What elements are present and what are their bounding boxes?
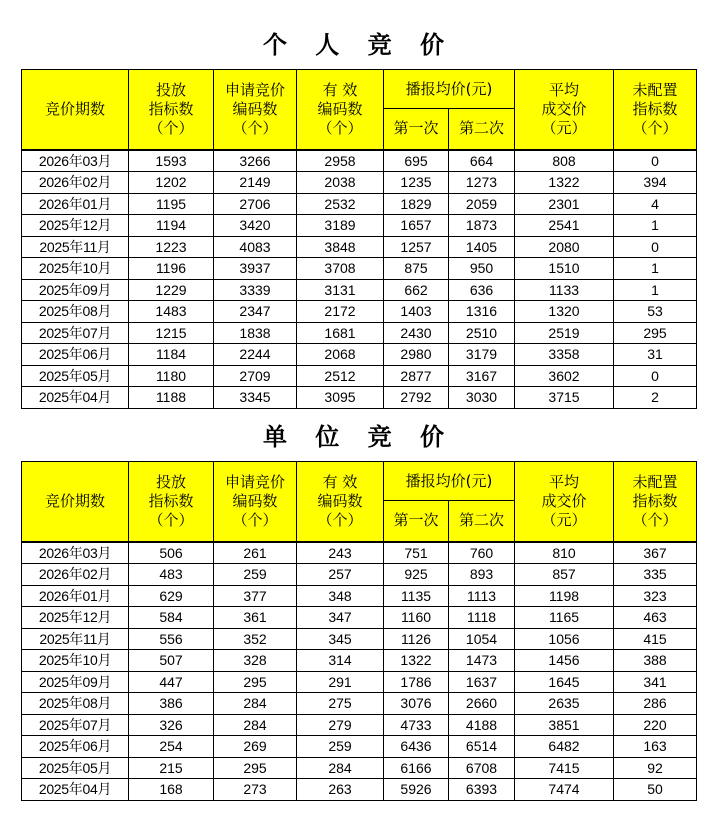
individual-bidding-table	[21, 69, 697, 409]
cell-second-price: 6708	[449, 757, 515, 779]
cell-second-price: 6393	[449, 779, 515, 801]
cell-second-price: 3030	[449, 387, 515, 409]
header-line: （个）	[317, 118, 363, 137]
header-line: 编码数	[317, 491, 363, 510]
cell-quota: 1593	[129, 150, 214, 172]
cell-period: 2025年04月	[22, 387, 129, 409]
cell-applied-codes: 284	[214, 714, 297, 736]
cell-second-price: 4188	[449, 714, 515, 736]
cell-second-price: 1316	[449, 301, 515, 323]
cell-valid-codes: 345	[297, 628, 384, 650]
cell-period: 2025年11月	[22, 236, 129, 258]
cell-valid-codes: 347	[297, 607, 384, 629]
cell-first-price: 5926	[384, 779, 449, 801]
header-line: 平均	[548, 80, 579, 99]
cell-first-price: 695	[384, 150, 449, 172]
cell-second-price: 2510	[449, 322, 515, 344]
cell-applied-codes: 269	[214, 736, 297, 758]
cell-second-price: 1473	[449, 650, 515, 672]
cell-unallocated: 92	[614, 757, 697, 779]
cell-second-price: 1405	[449, 236, 515, 258]
header-line: 编码数	[232, 491, 278, 510]
cell-valid-codes: 3708	[297, 258, 384, 280]
table-row	[22, 301, 697, 323]
header-first-round: 第一次	[384, 501, 449, 542]
cell-avg-price: 1198	[515, 585, 614, 607]
cell-quota: 1194	[129, 215, 214, 237]
cell-applied-codes: 3420	[214, 215, 297, 237]
header-valid-codes	[297, 70, 384, 150]
cell-applied-codes: 284	[214, 693, 297, 715]
cell-unallocated: 367	[614, 542, 697, 564]
cell-avg-price: 3358	[515, 344, 614, 366]
cell-valid-codes: 275	[297, 693, 384, 715]
cell-valid-codes: 3189	[297, 215, 384, 237]
table-row	[22, 387, 697, 409]
cell-second-price: 1118	[449, 607, 515, 629]
header-applied-codes	[214, 70, 297, 150]
cell-valid-codes: 291	[297, 671, 384, 693]
table-row	[22, 779, 697, 801]
cell-unallocated: 394	[614, 172, 697, 194]
cell-applied-codes: 259	[214, 564, 297, 586]
cell-valid-codes: 3095	[297, 387, 384, 409]
cell-unallocated: 415	[614, 628, 697, 650]
cell-unallocated: 0	[614, 365, 697, 387]
cell-first-price: 751	[384, 542, 449, 564]
cell-second-price: 1113	[449, 585, 515, 607]
cell-quota: 386	[129, 693, 214, 715]
cell-period: 2025年05月	[22, 365, 129, 387]
cell-period: 2025年12月	[22, 215, 129, 237]
cell-valid-codes: 279	[297, 714, 384, 736]
header-line: 平均	[548, 472, 579, 491]
cell-applied-codes: 3339	[214, 279, 297, 301]
cell-avg-price: 1056	[515, 628, 614, 650]
cell-period: 2025年07月	[22, 714, 129, 736]
header-broadcast-price: 播报均价(元)	[384, 70, 515, 109]
header-line: （个）	[632, 118, 678, 137]
cell-applied-codes: 3937	[214, 258, 297, 280]
cell-avg-price: 7415	[515, 757, 614, 779]
cell-period: 2025年06月	[22, 344, 129, 366]
cell-quota: 1229	[129, 279, 214, 301]
company-bidding-title: 单 位 竞 价	[262, 422, 455, 451]
cell-applied-codes: 295	[214, 671, 297, 693]
cell-quota: 507	[129, 650, 214, 672]
table-row	[22, 258, 697, 280]
cell-valid-codes: 2532	[297, 193, 384, 215]
cell-first-price: 1126	[384, 628, 449, 650]
header-second-round: 第二次	[449, 109, 515, 150]
cell-applied-codes: 3266	[214, 150, 297, 172]
table-row	[22, 322, 697, 344]
cell-unallocated: 335	[614, 564, 697, 586]
cell-valid-codes: 314	[297, 650, 384, 672]
cell-first-price: 1657	[384, 215, 449, 237]
cell-unallocated: 323	[614, 585, 697, 607]
cell-applied-codes: 328	[214, 650, 297, 672]
cell-first-price: 1322	[384, 650, 449, 672]
cell-valid-codes: 2068	[297, 344, 384, 366]
individual-bidding-title: 个 人 竞 价	[262, 30, 455, 59]
header-line: 有 效	[322, 80, 358, 99]
header-applied-codes	[214, 462, 297, 542]
header-line: （个）	[148, 510, 194, 529]
cell-valid-codes: 3848	[297, 236, 384, 258]
cell-avg-price: 3851	[515, 714, 614, 736]
cell-unallocated: 388	[614, 650, 697, 672]
table-row	[22, 757, 697, 779]
cell-valid-codes: 348	[297, 585, 384, 607]
cell-quota: 1215	[129, 322, 214, 344]
cell-period: 2025年12月	[22, 607, 129, 629]
header-quota	[129, 70, 214, 150]
cell-unallocated: 341	[614, 671, 697, 693]
table-row	[22, 344, 697, 366]
cell-unallocated: 53	[614, 301, 697, 323]
header-line: 成交价	[541, 99, 587, 118]
header-line: 编码数	[232, 99, 278, 118]
cell-applied-codes: 352	[214, 628, 297, 650]
cell-unallocated: 1	[614, 215, 697, 237]
header-line: 未配置	[632, 80, 678, 99]
cell-applied-codes: 2347	[214, 301, 297, 323]
cell-avg-price: 2080	[515, 236, 614, 258]
header-line: 申请竞价	[224, 472, 285, 491]
cell-period: 2026年02月	[22, 564, 129, 586]
cell-second-price: 664	[449, 150, 515, 172]
cell-avg-price: 2635	[515, 693, 614, 715]
cell-quota: 1196	[129, 258, 214, 280]
cell-avg-price: 2541	[515, 215, 614, 237]
cell-first-price: 1235	[384, 172, 449, 194]
cell-period: 2025年07月	[22, 322, 129, 344]
cell-valid-codes: 257	[297, 564, 384, 586]
table-row	[22, 172, 697, 194]
cell-avg-price: 810	[515, 542, 614, 564]
table-row	[22, 564, 697, 586]
cell-second-price: 1273	[449, 172, 515, 194]
cell-applied-codes: 4083	[214, 236, 297, 258]
header-line: 成交价	[541, 491, 587, 510]
cell-first-price: 925	[384, 564, 449, 586]
cell-first-price: 875	[384, 258, 449, 280]
cell-first-price: 662	[384, 279, 449, 301]
cell-unallocated: 50	[614, 779, 697, 801]
table-row	[22, 650, 697, 672]
header-line: 投放	[155, 472, 186, 491]
header-first-round: 第一次	[384, 109, 449, 150]
cell-quota: 506	[129, 542, 214, 564]
cell-unallocated: 0	[614, 236, 697, 258]
cell-applied-codes: 273	[214, 779, 297, 801]
table-row	[22, 150, 697, 172]
cell-quota: 215	[129, 757, 214, 779]
cell-applied-codes: 261	[214, 542, 297, 564]
cell-second-price: 950	[449, 258, 515, 280]
cell-first-price: 1160	[384, 607, 449, 629]
cell-second-price: 893	[449, 564, 515, 586]
cell-quota: 1184	[129, 344, 214, 366]
cell-unallocated: 4	[614, 193, 697, 215]
cell-valid-codes: 263	[297, 779, 384, 801]
cell-unallocated: 220	[614, 714, 697, 736]
cell-first-price: 2430	[384, 322, 449, 344]
cell-first-price: 2877	[384, 365, 449, 387]
cell-quota: 483	[129, 564, 214, 586]
cell-period: 2026年03月	[22, 542, 129, 564]
cell-second-price: 6514	[449, 736, 515, 758]
cell-quota: 1223	[129, 236, 214, 258]
cell-quota: 1195	[129, 193, 214, 215]
cell-valid-codes: 2172	[297, 301, 384, 323]
header-quota	[129, 462, 214, 542]
header-line: （个）	[232, 510, 278, 529]
header-unallocated	[614, 462, 697, 542]
table-row	[22, 585, 697, 607]
cell-valid-codes: 2038	[297, 172, 384, 194]
cell-second-price: 2059	[449, 193, 515, 215]
cell-first-price: 2980	[384, 344, 449, 366]
cell-avg-price: 1320	[515, 301, 614, 323]
table-row	[22, 193, 697, 215]
table-row	[22, 736, 697, 758]
cell-first-price: 1403	[384, 301, 449, 323]
cell-second-price: 760	[449, 542, 515, 564]
cell-first-price: 6166	[384, 757, 449, 779]
cell-period: 2025年05月	[22, 757, 129, 779]
cell-quota: 1202	[129, 172, 214, 194]
header-valid-codes	[297, 462, 384, 542]
cell-second-price: 1637	[449, 671, 515, 693]
header-line: 编码数	[317, 99, 363, 118]
header-line: （个）	[148, 118, 194, 137]
cell-unallocated: 463	[614, 607, 697, 629]
cell-period: 2025年11月	[22, 628, 129, 650]
cell-period: 2026年01月	[22, 585, 129, 607]
table-row	[22, 671, 697, 693]
table-row	[22, 542, 697, 564]
cell-unallocated: 1	[614, 258, 697, 280]
header-line: （个）	[317, 510, 363, 529]
header-avg-price	[515, 462, 614, 542]
cell-quota: 1188	[129, 387, 214, 409]
cell-period: 2025年08月	[22, 693, 129, 715]
cell-avg-price: 7474	[515, 779, 614, 801]
cell-period: 2025年09月	[22, 279, 129, 301]
cell-quota: 629	[129, 585, 214, 607]
cell-avg-price: 3602	[515, 365, 614, 387]
cell-period: 2026年02月	[22, 172, 129, 194]
header-line: 未配置	[632, 472, 678, 491]
cell-applied-codes: 2709	[214, 365, 297, 387]
header-line: （个）	[232, 118, 278, 137]
header-line: （个）	[632, 510, 678, 529]
header-line: 指标数	[148, 99, 194, 118]
cell-second-price: 2660	[449, 693, 515, 715]
cell-quota: 168	[129, 779, 214, 801]
cell-applied-codes: 1838	[214, 322, 297, 344]
cell-first-price: 1786	[384, 671, 449, 693]
cell-quota: 1483	[129, 301, 214, 323]
cell-unallocated: 0	[614, 150, 697, 172]
cell-period: 2025年10月	[22, 258, 129, 280]
cell-unallocated: 31	[614, 344, 697, 366]
cell-valid-codes: 3131	[297, 279, 384, 301]
cell-period: 2026年01月	[22, 193, 129, 215]
cell-second-price: 3179	[449, 344, 515, 366]
cell-period: 2025年10月	[22, 650, 129, 672]
header-line: 申请竞价	[224, 80, 285, 99]
cell-period: 2025年08月	[22, 301, 129, 323]
cell-avg-price: 1456	[515, 650, 614, 672]
table-row	[22, 215, 697, 237]
cell-valid-codes: 243	[297, 542, 384, 564]
cell-period: 2025年04月	[22, 779, 129, 801]
table-row	[22, 628, 697, 650]
cell-unallocated: 286	[614, 693, 697, 715]
cell-first-price: 1135	[384, 585, 449, 607]
cell-quota: 556	[129, 628, 214, 650]
cell-first-price: 1257	[384, 236, 449, 258]
header-period: 竞价期数	[22, 462, 129, 542]
cell-first-price: 3076	[384, 693, 449, 715]
cell-period: 2026年03月	[22, 150, 129, 172]
cell-applied-codes: 361	[214, 607, 297, 629]
header-broadcast-price: 播报均价(元)	[384, 462, 515, 501]
header-second-round: 第二次	[449, 501, 515, 542]
cell-applied-codes: 3345	[214, 387, 297, 409]
cell-second-price: 636	[449, 279, 515, 301]
cell-first-price: 4733	[384, 714, 449, 736]
cell-applied-codes: 2244	[214, 344, 297, 366]
cell-second-price: 1054	[449, 628, 515, 650]
cell-second-price: 3167	[449, 365, 515, 387]
company-bidding-table	[21, 461, 697, 801]
table-row	[22, 236, 697, 258]
cell-quota: 326	[129, 714, 214, 736]
header-line: （元）	[541, 510, 587, 529]
cell-avg-price: 6482	[515, 736, 614, 758]
table-row	[22, 693, 697, 715]
cell-quota: 254	[129, 736, 214, 758]
header-avg-price	[515, 70, 614, 150]
cell-applied-codes: 2706	[214, 193, 297, 215]
header-line: 投放	[155, 80, 186, 99]
header-line: （元）	[541, 118, 587, 137]
cell-valid-codes: 284	[297, 757, 384, 779]
cell-avg-price: 2519	[515, 322, 614, 344]
cell-unallocated: 163	[614, 736, 697, 758]
cell-first-price: 6436	[384, 736, 449, 758]
cell-unallocated: 1	[614, 279, 697, 301]
cell-period: 2025年09月	[22, 671, 129, 693]
header-line: 指标数	[148, 491, 194, 510]
cell-unallocated: 2	[614, 387, 697, 409]
cell-quota: 584	[129, 607, 214, 629]
cell-avg-price: 2301	[515, 193, 614, 215]
cell-applied-codes: 377	[214, 585, 297, 607]
cell-avg-price: 3715	[515, 387, 614, 409]
table-row	[22, 365, 697, 387]
cell-valid-codes: 2512	[297, 365, 384, 387]
cell-second-price: 1873	[449, 215, 515, 237]
cell-avg-price: 808	[515, 150, 614, 172]
cell-quota: 1180	[129, 365, 214, 387]
cell-avg-price: 1133	[515, 279, 614, 301]
header-line: 有 效	[322, 472, 358, 491]
header-unallocated	[614, 70, 697, 150]
cell-valid-codes: 2958	[297, 150, 384, 172]
header-line: 指标数	[632, 491, 678, 510]
cell-applied-codes: 295	[214, 757, 297, 779]
cell-avg-price: 1165	[515, 607, 614, 629]
cell-valid-codes: 1681	[297, 322, 384, 344]
cell-unallocated: 295	[614, 322, 697, 344]
header-line: 指标数	[632, 99, 678, 118]
cell-avg-price: 1510	[515, 258, 614, 280]
cell-avg-price: 1322	[515, 172, 614, 194]
header-period: 竞价期数	[22, 70, 129, 150]
cell-first-price: 2792	[384, 387, 449, 409]
cell-applied-codes: 2149	[214, 172, 297, 194]
cell-valid-codes: 259	[297, 736, 384, 758]
cell-first-price: 1829	[384, 193, 449, 215]
table-row	[22, 607, 697, 629]
cell-avg-price: 1645	[515, 671, 614, 693]
table-row	[22, 714, 697, 736]
cell-avg-price: 857	[515, 564, 614, 586]
cell-quota: 447	[129, 671, 214, 693]
table-row	[22, 279, 697, 301]
cell-period: 2025年06月	[22, 736, 129, 758]
